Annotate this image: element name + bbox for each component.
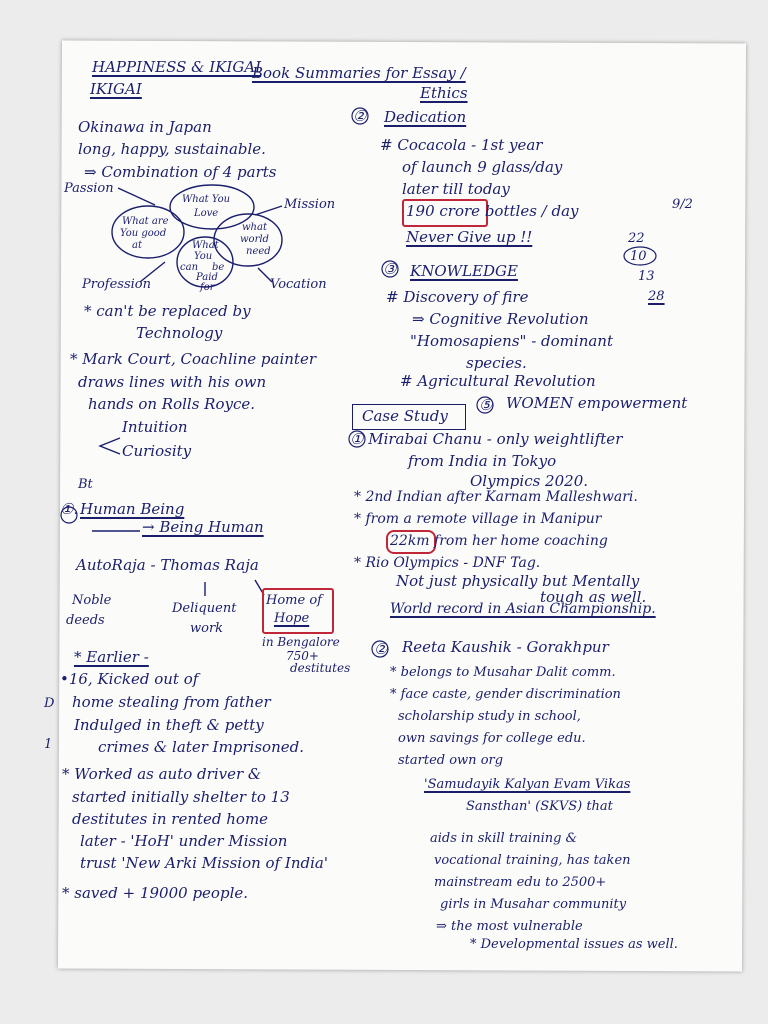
title-ikigai: IKIGAI <box>90 80 142 98</box>
worked-line: later - 'HoH' under Mission <box>80 832 288 850</box>
distance-rest: from her home coaching <box>429 533 608 549</box>
worked-line: trust 'New Arki Mission of India' <box>80 854 328 872</box>
circle-world: world <box>240 234 269 245</box>
circle-paid: You <box>194 251 213 262</box>
mirabai-line: * from a remote village in Manipur <box>354 511 602 527</box>
women-number: ⑤ <box>479 396 493 414</box>
margin-number: 13 <box>638 269 655 284</box>
bt-mark: Bt <box>78 477 93 492</box>
circle-paid: for <box>200 282 215 293</box>
saved-line: * saved + 19000 people. <box>62 884 249 902</box>
margin-number: 28 <box>648 289 665 304</box>
earlier-heading: * Earlier - <box>74 648 149 666</box>
circle-love: Love <box>194 208 219 219</box>
noble-deeds: deeds <box>66 613 105 628</box>
ikigai-line: long, happy, sustainable. <box>78 140 266 158</box>
circle-world: need <box>246 246 271 257</box>
knowledge-line: # Agricultural Revolution <box>400 372 596 390</box>
life-line: Indulged in theft & petty <box>74 716 264 734</box>
reeta-line: * belongs to Musahar Dalit comm. <box>390 665 616 680</box>
circle-good: You good <box>120 228 167 239</box>
label-mission: Mission <box>284 197 336 212</box>
worked-line: started initially shelter to 13 <box>72 788 290 806</box>
distance-value: 22km <box>390 533 430 549</box>
knowledge-number: ③ <box>383 260 397 278</box>
tech-line: * can't be replaced by <box>84 302 251 320</box>
reeta-line: Sansthan' (SKVS) that <box>466 799 613 814</box>
home-of-hope: Hope <box>274 611 310 626</box>
being-human-title: → Being Human <box>142 518 264 536</box>
worked-line: * Worked as auto driver & <box>62 765 262 783</box>
reeta-line: * face caste, gender discrimination <box>390 687 621 702</box>
margin-mark: D <box>44 696 55 711</box>
bangalore-note: destitutes <box>290 661 351 675</box>
reeta-line: 'Samudayik Kalyan Evam Vikas <box>424 777 631 792</box>
bangalore-note: in Bengalore <box>262 635 340 649</box>
mark-court-line: hands on Rolls Royce. <box>88 395 256 413</box>
cocacola-line <box>406 202 579 220</box>
label-profession: Profession <box>82 277 151 292</box>
knowledge-line: "Homosapiens" - dominant <box>410 332 613 350</box>
reeta-title: Reeta Kaushik - Gorakhpur <box>402 638 609 656</box>
mirabai-line: * Rio Olympics - DNF Tag. <box>354 555 541 571</box>
mirabai-line: from India in Tokyo <box>408 452 557 470</box>
mirabai-line: World record in Asian Championship. <box>390 601 656 617</box>
circle-world: what <box>242 222 267 233</box>
curiosity-text: Curiosity <box>122 442 192 460</box>
reeta-number: ② <box>374 640 388 658</box>
mirabai-line: ① Mirabai Chanu - only weightlifter <box>350 430 623 448</box>
mirabai-line: * 2nd Indian after Karnam Malleshwari. <box>354 489 638 505</box>
case-study-label: Case Study <box>362 407 448 425</box>
tech-line: Technology <box>136 324 223 342</box>
title-happiness: HAPPINESS & IKIGAI <box>92 58 262 76</box>
knowledge-line: species. <box>466 354 527 372</box>
reeta-line: mainstream edu to 2500+ <box>434 875 607 890</box>
knowledge-line: # Discovery of fire <box>386 288 529 306</box>
cocacola-line: later till today <box>402 180 510 198</box>
mirabai-line: Olympics 2020. <box>470 472 589 490</box>
noble-deeds: Noble <box>72 593 112 608</box>
circle-paid: can <box>180 262 199 273</box>
mark-court-line: * Mark Court, Coachline painter <box>70 350 316 368</box>
reeta-line: vocational training, has taken <box>434 853 631 868</box>
mirabai-line <box>390 532 608 550</box>
circle-paid: Paid <box>196 272 218 283</box>
margin-mark: 1 <box>44 737 53 752</box>
margin-number: 22 <box>628 231 645 246</box>
ikigai-line: Okinawa in Japan <box>78 118 212 136</box>
circle-paid: be <box>212 262 225 273</box>
delinquent-work: Deliquent <box>172 601 237 616</box>
label-passion: Passion <box>64 181 114 196</box>
mark-court-line: draws lines with his own <box>78 373 267 391</box>
reeta-line: own savings for college edu. <box>398 731 586 746</box>
reeta-line: scholarship study in school, <box>398 709 581 724</box>
reeta-line: started own org <box>398 753 504 768</box>
margin-number: 9/2 <box>672 197 693 212</box>
knowledge-line: ⇒ Cognitive Revolution <box>412 310 589 328</box>
dedication-number: ② <box>353 107 367 125</box>
crore-value: 190 crore <box>406 202 481 220</box>
page-subtitle: Ethics <box>420 84 468 102</box>
intuition-text: Intuition <box>122 418 188 436</box>
human-being-number: ①. <box>60 500 79 518</box>
ikigai-line: ⇒ Combination of 4 parts <box>84 163 277 181</box>
crore-rest: bottles / day <box>480 202 579 220</box>
label-vocation: Vocation <box>270 277 327 292</box>
reeta-line: girls in Musahar community <box>440 897 627 912</box>
circle-good: What are <box>122 216 169 227</box>
home-of-hope: Home of <box>266 593 322 608</box>
human-being-title: Human Being <box>80 500 185 518</box>
knowledge-title: KNOWLEDGE <box>410 262 518 280</box>
life-line: •16, Kicked out of <box>60 670 199 688</box>
reeta-line: aids in skill training & <box>430 831 578 846</box>
dedication-title: Dedication <box>384 108 467 126</box>
cocacola-line: # Cocacola - 1st year <box>380 136 543 154</box>
circle-good: at <box>132 240 142 251</box>
reeta-line: ⇒ the most vulnerable <box>436 919 583 934</box>
women-title: WOMEN empowerment <box>506 394 688 412</box>
reeta-line: * Developmental issues as well. <box>470 937 678 952</box>
delinquent-work: work <box>190 621 224 636</box>
mirabai-line: Not just physically but Mentally <box>396 572 640 590</box>
circle-paid: What <box>192 240 219 251</box>
mirabai-line: tough as well. <box>540 588 647 606</box>
margin-number: 10 <box>630 249 647 264</box>
autoraja-heading: AutoRaja - Thomas Raja <box>76 556 259 574</box>
cocacola-line: of launch 9 glass/day <box>402 158 563 176</box>
page-title: Book Summaries for Essay / <box>252 64 466 82</box>
bangalore-note: 750+ <box>286 649 319 663</box>
circle-love: What You <box>182 194 231 205</box>
life-line: home stealing from father <box>72 693 271 711</box>
life-line: crimes & later Imprisoned. <box>98 738 304 756</box>
worked-line: destitutes in rented home <box>72 810 269 828</box>
never-give-up: Never Give up !! <box>406 228 533 246</box>
